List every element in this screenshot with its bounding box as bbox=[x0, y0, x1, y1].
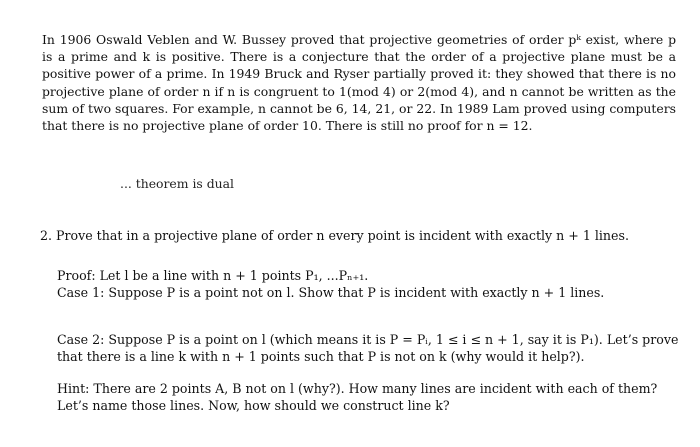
case-2-line-1: Case 2: Suppose P is a point on l (which means it is P = Pᵢ, 1 ≤ i ≤ n + 1, say it is P₁). Let’s prove bbox=[57, 332, 679, 347]
case-2-block bbox=[57, 331, 678, 366]
hint-line-2: Let’s name those lines. Now, how should we construct line k? bbox=[57, 398, 450, 414]
proof-intro-line: Proof: Let l be a line with n + 1 points P₁, ...Pₙ₊₁. bbox=[57, 268, 369, 283]
hint-line-1: Hint: There are 2 points A, B not on l (why?). How many lines are incident with each of them? bbox=[57, 381, 658, 396]
proof-block bbox=[57, 267, 604, 302]
cropped-text-line bbox=[120, 176, 252, 192]
case-2-line-2: that there is a line k with n + 1 points such that P is not on k (why would it help?). bbox=[57, 349, 585, 365]
cropped-text-fragment: ... theorem is dual bbox=[120, 176, 234, 191]
intro-paragraph: In 1906 Oswald Veblen and W. Bussey proved that projective geometries of order pᵏ exist, where p is a prime and k is positive. There is a conjecture that the order of a projective plane must be a positive power of a prime. In 1949 Bruck and Ryser partially proved it: they showed that there is no projective plane of order n if n is congruent to 1(mod 4) or 2(mod 4), and n cannot be written as the sum of two squares. For example, n cannot be 6, 14, 21, or 22. In 1989 Lam proved using computers that there is no projective plane of order 10. There is still no proof for n = 12. bbox=[42, 32, 676, 134]
case-1-line: Case 1: Suppose P is a point not on l. Show that P is incident with exactly n + 1 lines. bbox=[57, 285, 605, 301]
hint-block bbox=[57, 380, 657, 415]
problem-statement: 2. Prove that in a projective plane of order n every point is incident with exactly n + 1 lines. bbox=[40, 228, 629, 243]
